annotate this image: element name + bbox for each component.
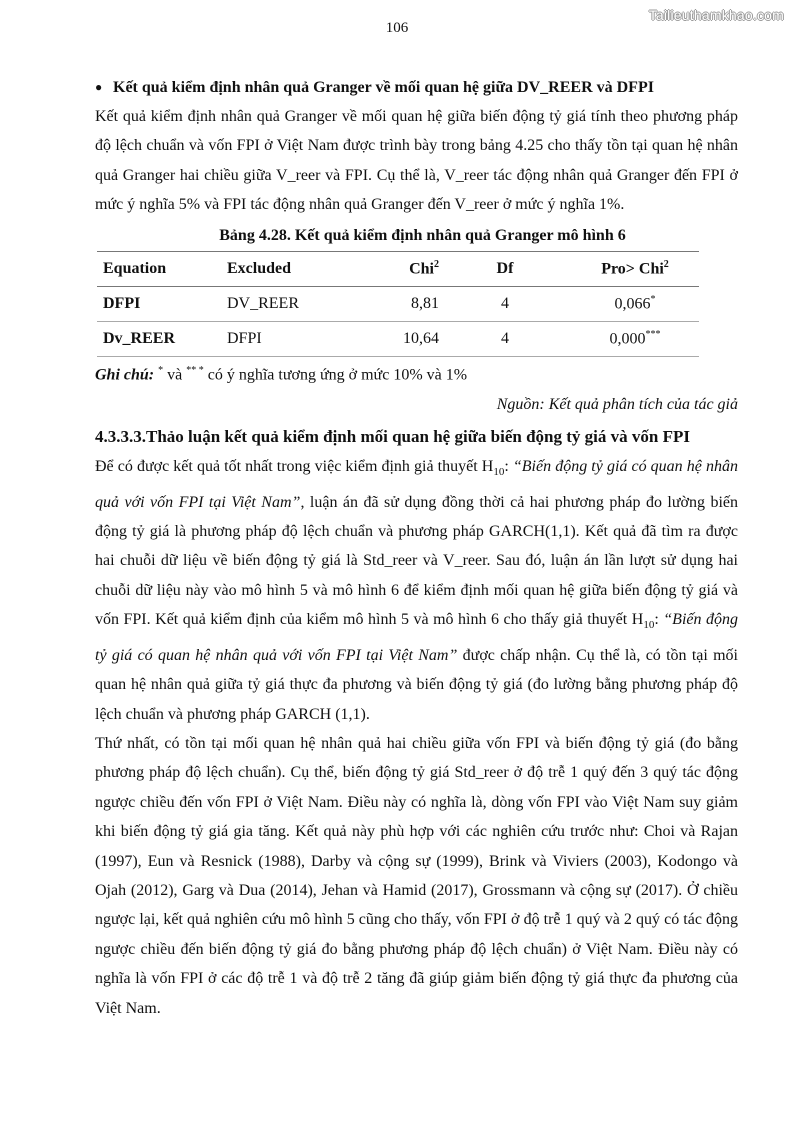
- cell-equation: DFPI: [103, 294, 141, 312]
- cell-df: 4: [501, 329, 509, 347]
- cell-excluded: DV_REER: [227, 294, 299, 312]
- table-note: Ghi chú: * và ** * có ý nghĩa tương ứng ở mức 10% và 1%: [95, 364, 468, 383]
- cell-chi2: 8,81: [411, 294, 439, 312]
- cell-p-value: 0,000***: [609, 328, 661, 348]
- bullet-heading: [95, 73, 738, 102]
- header-excluded: Excluded: [227, 259, 292, 277]
- section-paragraph-2: Thứ nhất, có tồn tại mối quan hệ nhân quả hai chiều giữa vốn FPI và biến động tỷ giá (đo bằng phương pháp độ lệch chuẩn). Cụ thể, biến động tỷ giá Std_reer ở độ trễ 1 quý đến 3 quý tác động ngược chiều đến vốn FPI ở Việt Nam. Điều này có nghĩa là, dòng vốn FPI vào Việt Nam suy giảm khi biến động tỷ giá gia tăng. Kết quả này phù hợp với các nghiên cứu trước như: Choi và Rajan (1997), Eun và Resnick (1988), Darby và cộng sự (1999), Brink và Viviers (2003), Kodongo và Ojah (2012), Garg và Dua (2014), Jehan và Hamid (2017), Grossmann và cộng sự (2017). Ở chiều ngược lại, kết quả nghiên cứu mô hình 5 cũng cho thấy, vốn FPI ở độ trễ 1 quý và 2 quý có tác động ngược chiều đến biến động tỷ giá đo bằng phương pháp độ lệch chuẩn) ở Việt Nam. Điều này có nghĩa là vốn FPI ở các độ trễ 1 và độ trễ 2 tăng đã giúp giảm biến động tỷ giá thực đa phương của Việt Nam.: [95, 734, 738, 1017]
- cell-excluded: DFPI: [227, 329, 262, 347]
- cell-p-value: 0,066*: [614, 293, 656, 313]
- section-paragraph-1: Để có được kết quả tốt nhất trong việc kiểm định giả thuyết $H_{10}$: “Biến động tỷ giá có quan hệ nhân quả với vốn FPI tại Việt Nam”, luận án đã sử dụng đồng thời cả hai phương pháp đo lường biến động tỷ giá là phương pháp độ lệch chuẩn và phương pháp GARCH(1,1). Kết quả đã tìm ra được hai chuỗi dữ liệu về biến động tỷ giá là Std_reer và V_reer. Sau đó, luận án lần lượt sử dụng hai chuỗi dữ liệu này vào mô hình 5 và mô hình 6 để kiểm định mối quan hệ giữa biến động tỷ giá và vốn FPI. Kết quả kiểm định của kiểm mô hình 5 và mô hình 6 cho thấy giả thuyết $H_{10}$: “Biến động tỷ giá có quan hệ nhân quả với vốn FPI tại Việt Nam” được chấp nhận. Cụ thể là, có tồn tại mối quan hệ nhân quả giữa tỷ giá thực đa phương và biến động tỷ giá (đo lường bằng phương pháp độ lệch chuẩn và phương pháp GARCH (1,1).: [95, 457, 739, 723]
- table-header-row: [97, 251, 699, 286]
- cell-df: 4: [501, 294, 509, 312]
- header-p-value: Pro> Chi$^2$: [601, 258, 669, 278]
- granger-table: [97, 251, 699, 357]
- header-equation: Equation: [103, 259, 167, 277]
- heading-text: Kết quả kiểm định nhân quả Granger về mối quan hệ giữa DV_REER và DFPI: [113, 79, 654, 96]
- table-caption: Bảng 4.28. Kết quả kiểm định nhân quả Granger mô hình 6: [219, 226, 626, 244]
- page-content: [95, 73, 738, 1023]
- table-row: [97, 321, 699, 356]
- cell-chi2: 10,64: [403, 329, 439, 347]
- section-title: 4.3.3.3.Thảo luận kết quả kiểm định mối quan hệ giữa biến động tỷ giá và vốn FPI: [95, 426, 690, 446]
- watermark: Tailieuthamkhao.com: [648, 7, 784, 23]
- page-number: 106: [385, 20, 409, 36]
- cell-equation: Dv_REER: [103, 329, 176, 347]
- header-df: Df: [496, 259, 514, 277]
- note-label: Ghi chú:: [95, 365, 155, 383]
- bullet-icon: ●: [95, 80, 103, 94]
- intro-paragraph: Kết quả kiểm định nhân quả Granger về mối quan hệ giữa biến động tỷ giá tính theo phương pháp độ lệch chuẩn và vốn FPI ở Việt Nam được trình bày trong bảng 4.25 cho thấy tồn tại quan hệ nhân quả Granger hai chiều giữa V_reer và FPI. Cụ thể là, V_reer tác động nhân quả Granger đến FPI ở mức ý nghĩa 5% và FPI tác động nhân quả Granger đến V_reer ở mức ý nghĩa 1%.: [95, 108, 738, 214]
- table-row: [97, 286, 699, 321]
- table-source: Nguồn: Kết quả phân tích của tác giả: [496, 395, 738, 413]
- header-chi2: Chi$^2$: [409, 258, 439, 278]
